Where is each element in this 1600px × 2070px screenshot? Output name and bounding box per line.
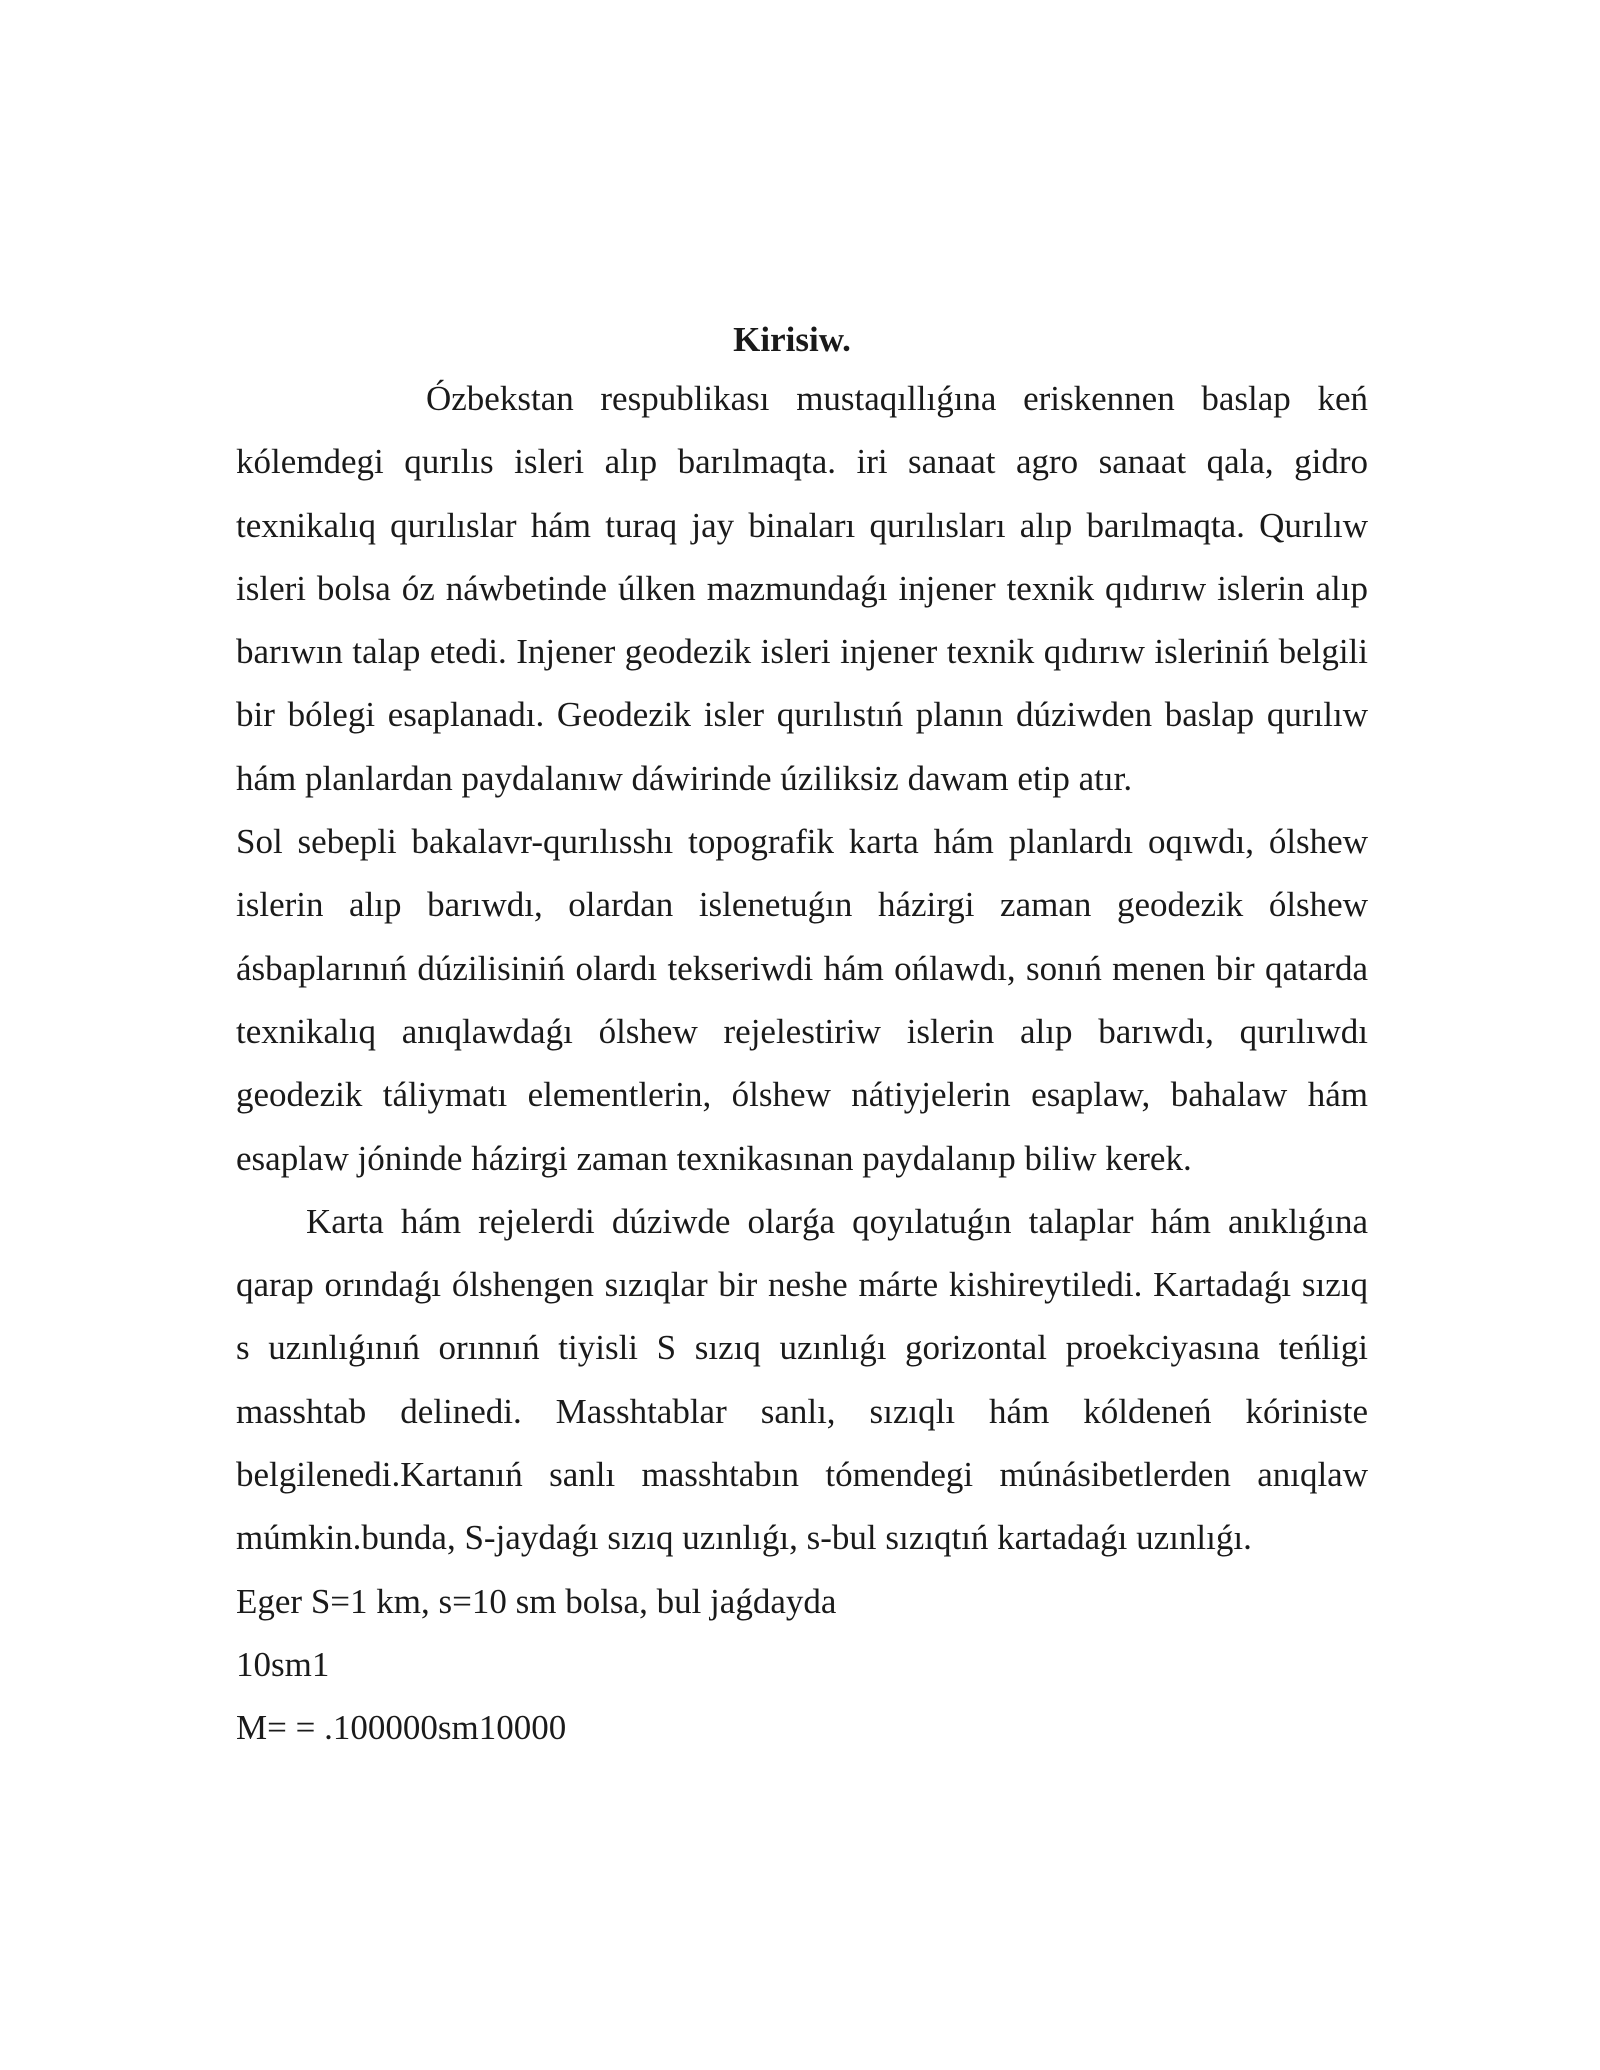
formula-numerator-line: 10sm1 bbox=[236, 1644, 330, 1684]
formula-line: M= = .100000sm10000 bbox=[236, 1708, 567, 1748]
example-line: Eger S=1 km, s=10 sm bolsa, bul jaǵdayda bbox=[236, 1581, 837, 1621]
title-suffix: . bbox=[842, 320, 851, 359]
paragraph-scale: Karta hám rejelerdi dúziwde olarǵa qoyılatuǵın talaplar hám anıklıǵına qarap orındaǵı ólshengen sızıqlar bir neshe márte kishireytiledi. Kartadaǵı sızıq s uzınlıǵınıń orınnıń tiyisli S sızıq uzınlıǵı gorizontal proekciyasına teńligi masshtab delinedi. Masshtablar sanlı, sızıqlı hám kóldeneń kóriniste belgilenedi.Kartanıń sanlı masshtabın tómendegi múnásibetlerden anıqlaw múmkin.bunda, S-jaydaǵı sızıq uzınlıǵı, s-bul sızıqtıń kartadaǵı uzınlıǵı. bbox=[236, 1201, 1368, 1558]
document-page bbox=[236, 312, 1368, 1760]
paragraph-bachelor: Sol sebepli bakalavr-qurılısshı topografik karta hám planlardı oqıwdı, ólshew islerin alıp barıwdı, olardan islenetuǵın házirgi zaman geodezik ólshew ásbaplarınıń dúzilisiniń olardı tekseriwdi hám ońlawdı, sonıń menen bir qatarda texnikalıq anıqlawdaǵı ólshew rejelestiriw islerin alıp barıwdı, qurılıwdı geodezik táliymatı elementlerin, ólshew nátiyjelerin esaplaw, bahalaw hám esaplaw jóninde házirgi zaman texnikasınan paydalanıp biliw kerek. bbox=[236, 822, 1368, 1178]
title-text: Kirisiw bbox=[733, 320, 843, 359]
paragraph-intro: Ózbekstan respublikası mustaqıllıǵına eriskennen baslap keń kólemdegi qurılıs isleri alıp barılmaqta. iri sanaat agro sanaat qala, gidro texnikalıq qurılıslar hám turaq jay binaları qurılısları alıp barılmaqta. Qurılıw isleri bolsa óz náwbetinde úlken mazmundaǵı injener texnik qıdırıw islerin alıp barıwın talap etedi. Injener geodezik isleri injener texnik qıdırıw isleriniń belgili bir bólegi esaplanadı. Geodezik isler qurılıstıń planın dúziwden baslap qurılıw hám planlardan paydalanıw dáwirinde úziliksiz dawam etip atır. bbox=[236, 379, 1368, 798]
document-title bbox=[236, 312, 1368, 367]
